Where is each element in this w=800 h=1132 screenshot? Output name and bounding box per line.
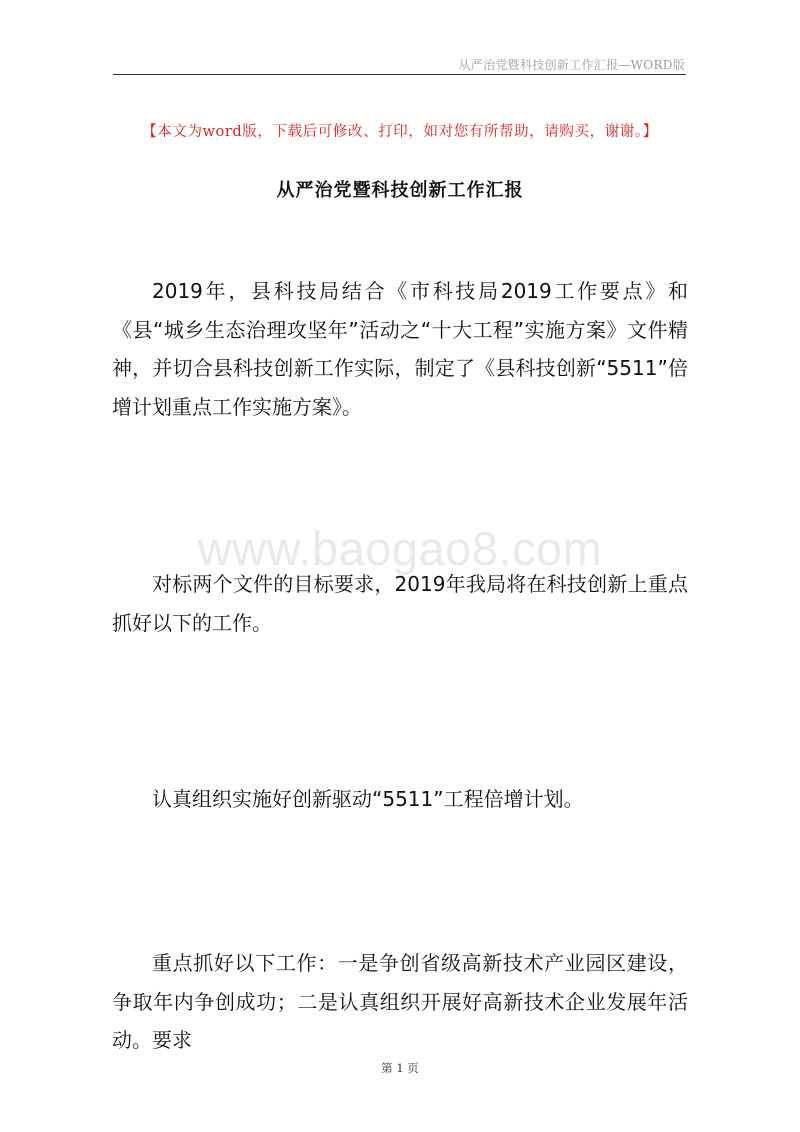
header-divider [113,74,686,75]
body-paragraph-4: 重点抓好以下工作：一是争创省级高新技术产业园区建设，争取年内争创成功；二是认真组织开展好高新技术企业发展年活动。要求 [112,951,688,1052]
document-title: 从严治党暨科技创新工作汇报 [276,180,524,201]
page-number: 第 1 页 [381,1061,419,1075]
body-paragraph-2: 对标两个文件的目标要求，2019年我局将在科技创新上重点抓好以下的工作。 [112,572,688,635]
site-watermark: www.baogao8.com [197,522,603,575]
running-header: 从严治党暨科技创新工作汇报—WORD版 [458,58,685,72]
body-paragraph-3: 认真组织实施好创新驱动“5511”工程倍增计划。 [152,787,584,811]
body-paragraph-1: 2019年，县科技局结合《市科技局2019工作要点》和《县“城乡生态治理攻坚年”活动之“十大工程”实施方案》文件精神，并切合县科技创新工作实际，制定了《县科技创新“5511”倍增计划重点工作实施方案》。 [112,279,688,419]
purchase-notice: 【本文为word版，下载后可修改、打印，如对您有所帮助，请购买，谢谢。】 [142,124,658,140]
